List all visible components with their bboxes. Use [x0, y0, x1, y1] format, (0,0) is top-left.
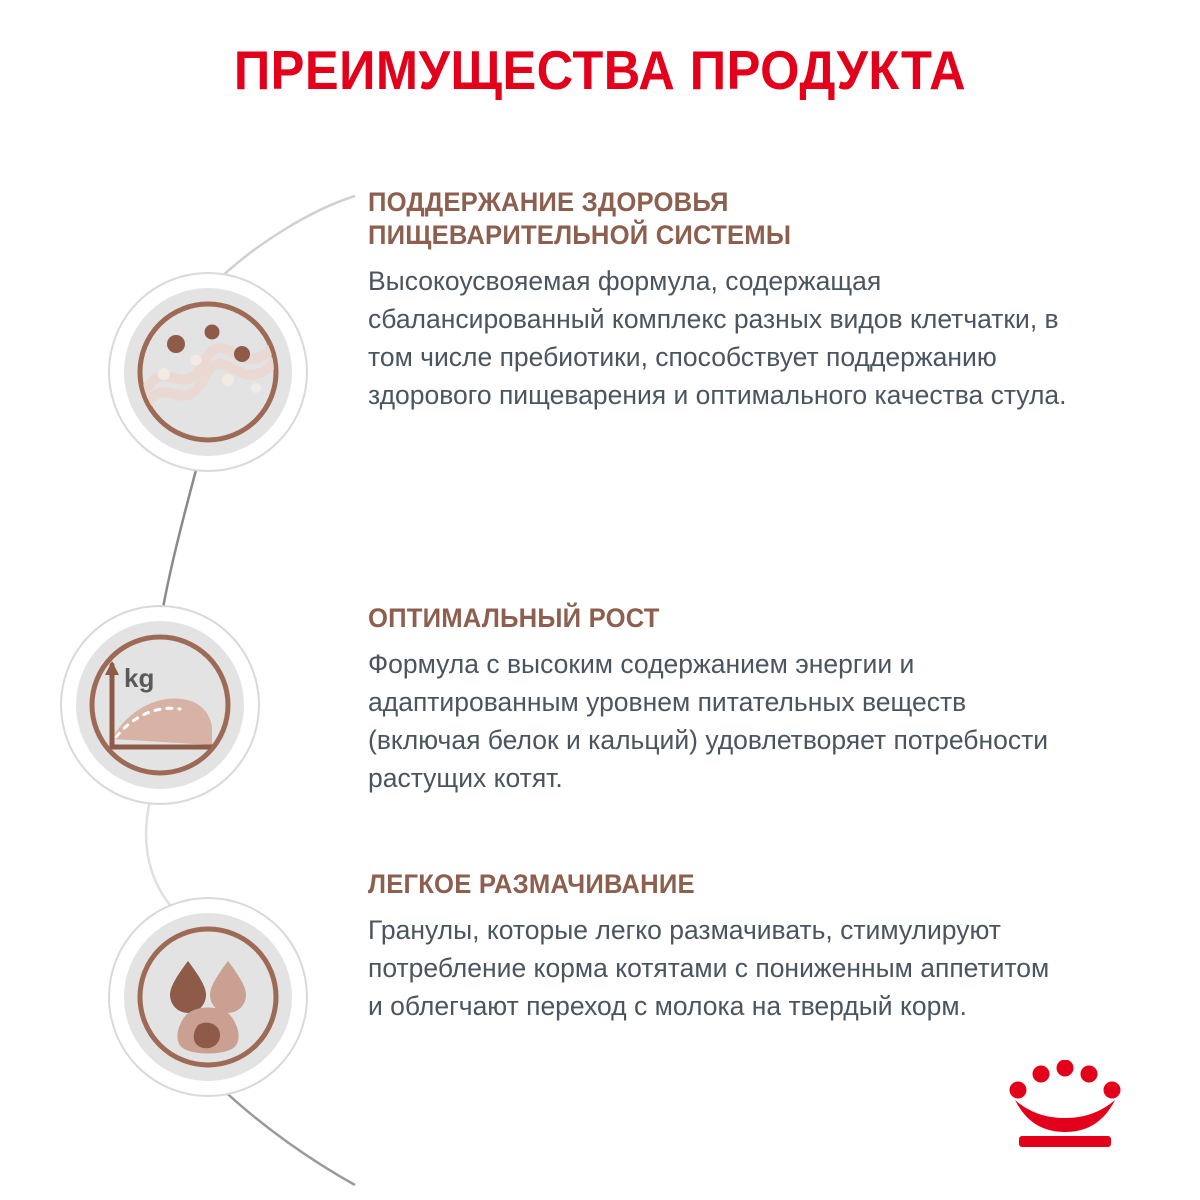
benefit-heading-digestive-health: [368, 186, 1033, 252]
optimal-growth-icon: [76, 621, 244, 789]
benefit-text-digestive-health: Высокоусвояемая формула, содержащая сбалансированный комплекс разных видов клетчатки, в том числе пребиотики, способствует поддержанию здорового пищеварения и оптимального качества стула.: [368, 265, 1067, 411]
benefit-heading-easy-rehydration: ЛЕГКОЕ РАЗМАЧИВАНИЕ: [368, 869, 695, 899]
benefit-heading-optimal-growth: ОПТИМАЛЬНЫЙ РОСТ: [368, 603, 660, 633]
kg-label: kg: [124, 663, 155, 693]
benefit-text-easy-rehydration: Гранулы, которые легко размачивать, стимулируют потребление корма котятами с пониженным аппетитом и облегчают переход с молока на твердый корм.: [368, 914, 1050, 1022]
easy-rehydration-icon: [124, 913, 292, 1081]
benefit-icon-digestive-health: [108, 272, 308, 472]
benefit-text-optimal-growth: Формула с высоким содержанием энергии и адаптированным уровнем питательных веществ (включая белок и кальций) удовлетворяет потребности растущих котят.: [368, 648, 1049, 794]
benefit-heading-line1: ПОДДЕРЖАНИЕ ЗДОРОВЬЯ: [368, 187, 729, 217]
benefit-block-digestive-health: [368, 186, 1068, 415]
digestive-health-icon: [124, 288, 292, 456]
page-title: ПРЕИМУЩЕСТВА ПРОДУКТА: [233, 39, 967, 101]
benefit-block-optimal-growth: [368, 602, 1068, 798]
royal-canin-crown-logo: [1005, 1060, 1125, 1150]
benefit-icon-easy-rehydration: [108, 897, 308, 1097]
benefit-heading-line2: ПИЩЕВАРИТЕЛЬНОЙ СИСТЕМЫ: [368, 219, 792, 250]
benefit-block-easy-rehydration: [368, 868, 1068, 1025]
benefit-icon-optimal-growth: [60, 605, 260, 805]
